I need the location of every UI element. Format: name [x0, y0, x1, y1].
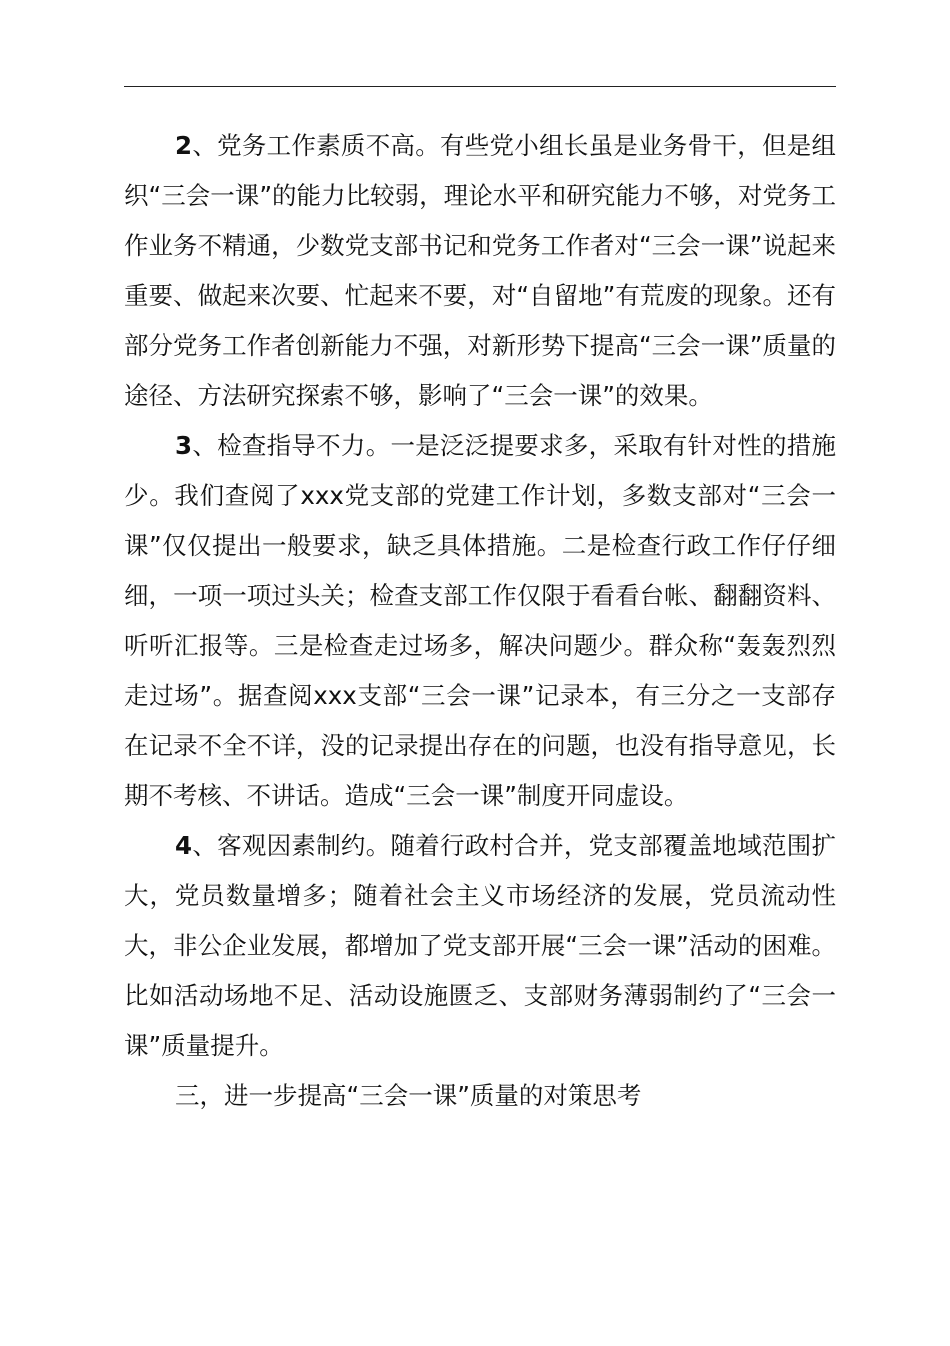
paragraph-text: 、党务工作素质不高。有些党小组长虽是业务骨干，但是组织“三会一课”的能力比较弱，理论水平和研究能力不够，对党务工作业务不精通，少数党支部书记和党务工作者对“三会一课”说起来重要、做起来次要、忙起来不要，对“自留地”有荒废的现象。还有部分党务工作者创新能力不强，对新形势下提高“三会一课”质量的途径、方法研究探索不够，影响了“三会一课”的效果。	[124, 131, 836, 410]
paragraph-3	[124, 421, 836, 821]
paragraph-text: 、检查指导不力。一是泛泛提要求多，采取有针对性的措施少。我们查阅了xxx党支部的党建工作计划，多数支部对“三会一课”仅仅提出一般要求，缺乏具体措施。二是检查行政工作仔仔细细，一项一项过头关；检查支部工作仅限于看看台帐、翻翻资料、听听汇报等。三是检查走过场多，解决问题少。群众称“轰轰烈烈走过场”。据查阅xxx支部“三会一课”记录本，有三分之一支部存在记录不全不详，没的记录提出存在的问题，也没有指导意见，长期不考核、不讲话。造成“三会一课”制度开同虚设。	[124, 431, 836, 810]
section-heading: 三，进一步提高“三会一课”质量的对策思考	[175, 1081, 642, 1110]
document-body	[124, 121, 836, 1121]
paragraph-number: 4	[175, 831, 193, 860]
paragraph-4	[124, 821, 836, 1071]
paragraph-number: 3	[175, 431, 193, 460]
paragraph-number: 2	[175, 131, 193, 160]
paragraph-text: 、客观因素制约。随着行政村合并，党支部覆盖地域范围扩大，党员数量增多；随着社会主义市场经济的发展，党员流动性大，非公企业发展，都增加了党支部开展“三会一课”活动的困难。比如活动场地不足、活动设施匮乏、支部财务薄弱制约了“三会一课”质量提升。	[124, 831, 836, 1060]
header-rule	[124, 86, 836, 87]
paragraph-2	[124, 121, 836, 421]
